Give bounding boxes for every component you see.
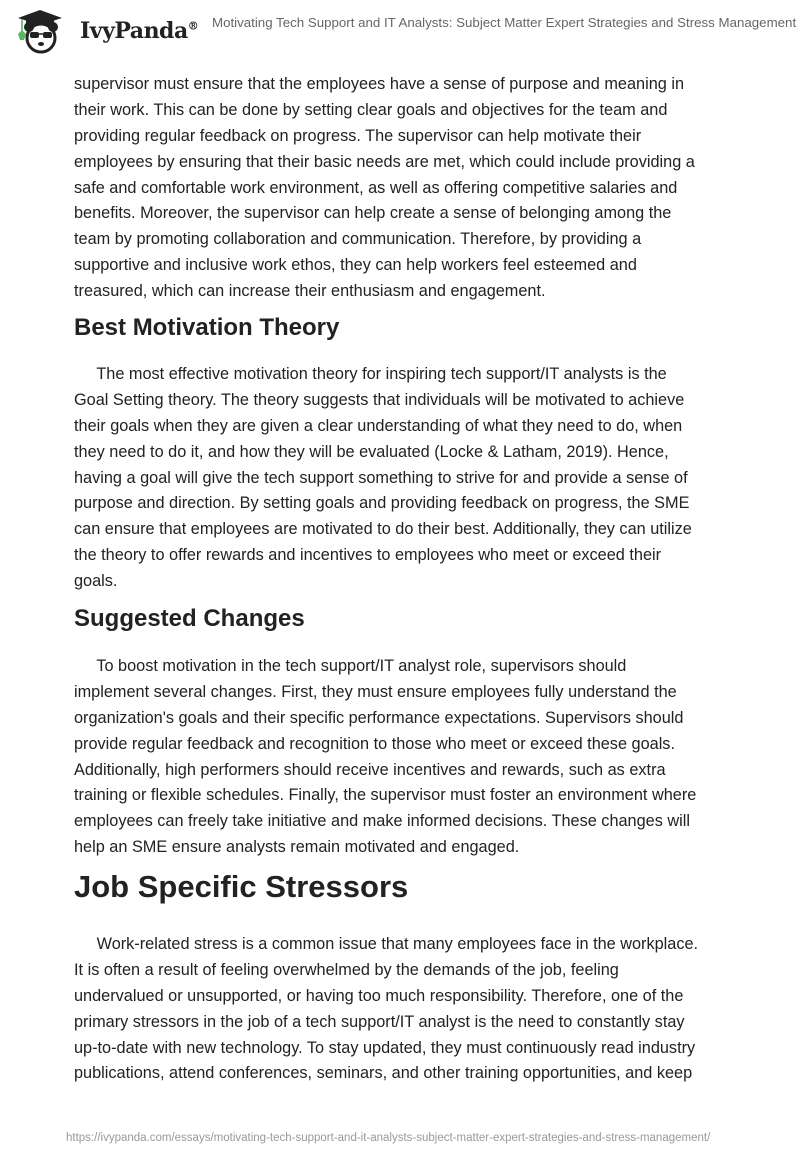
text-line: Work-related stress is a common issue that many employees face in the workplace. [74, 935, 699, 953]
paragraph-job-specific-stressors [74, 932, 764, 1087]
paragraph-intro [74, 72, 764, 305]
source-url[interactable]: https://ivypanda.com/essays/motivating-tech-support-and-it-analysts-subject-matter-expert-strategies-and-stress-management/ [66, 1132, 711, 1144]
text-line: goals. [74, 572, 118, 591]
text-line: the theory to offer rewards and incentives to employees who meet or exceed their [74, 546, 662, 565]
text-line: safe and comfortable work environment, as well as offering competitive salaries and [74, 178, 678, 197]
heading-job-specific-stressors: Job Specific Stressors [74, 869, 409, 904]
text-line: employees can freely take initiative and make informed decisions. These changes will [74, 812, 690, 831]
text-line: help an SME ensure analysts remain motivated and engaged. [74, 838, 520, 857]
ivypanda-logo[interactable] [14, 8, 199, 52]
text-line: Goal Setting theory. The theory suggests that individuals will be motivated to achieve [74, 390, 685, 409]
text-line: publications, attend conferences, seminars, and other training opportunities, and keep [74, 1064, 693, 1083]
document-title: Motivating Tech Support and IT Analysts: Subject Matter Expert Strategies and Stress Management [212, 15, 797, 30]
text-line: implement several changes. First, they must ensure employees fully understand the [74, 682, 677, 701]
text-line: up-to-date with new technology. To stay updated, they must continuously read industry [74, 1038, 696, 1057]
text-line: having a goal will give the tech support something to strive for and provide a sense of [74, 468, 688, 487]
text-line: treasured, which can increase their enthusiasm and engagement. [74, 282, 546, 301]
heading-best-motivation-theory: Best Motivation Theory [74, 314, 340, 341]
text-line: team by promoting collaboration and communication. Therefore, by providing a [74, 230, 642, 249]
paragraph-best-motivation-theory [74, 362, 764, 595]
text-line: benefits. Moreover, the supervisor can help create a sense of belonging among the [74, 204, 672, 223]
text-line: providing regular feedback on progress. The supervisor can help motivate their [74, 126, 642, 145]
text-line: employees by ensuring that their basic needs are met, which could include providing a [74, 152, 695, 171]
paragraph-suggested-changes [74, 654, 764, 861]
text-line: The most effective motivation theory for inspiring tech support/IT analysts is the [74, 365, 667, 383]
text-line: can ensure that employees are motivated to do their best. Additionally, they can utilize [74, 520, 692, 539]
logo-text: IvyPanda® [80, 18, 199, 44]
panda-graduate-icon [14, 8, 66, 54]
text-line: they need to do it, and how they will be evaluated (Locke & Latham, 2019). Hence, [74, 442, 669, 461]
text-line: their goals when they are given a clear understanding of what they need to do, when [74, 416, 683, 435]
text-line: It is often a result of feeling overwhelmed by the demands of the job, feeling [74, 960, 619, 979]
text-line: their work. This can be done by setting clear goals and objectives for the team and [74, 100, 668, 119]
text-line: training or flexible schedules. Finally, the supervisor must foster an environment where [74, 786, 697, 805]
text-line: primary stressors in the job of a tech support/IT analyst is the need to constantly stay [74, 1012, 685, 1031]
text-line: supportive and inclusive work ethos, they can help workers feel esteemed and [74, 256, 637, 275]
text-line: purpose and direction. By setting goals and providing feedback on progress, the SME [74, 494, 690, 513]
text-line: organization's goals and their specific performance expectations. Supervisors should [74, 708, 684, 727]
text-line: supervisor must ensure that the employees have a sense of purpose and meaning in [74, 75, 685, 93]
text-line: provide regular feedback and recognition to those who meet or exceed these goals. [74, 734, 675, 753]
text-line: To boost motivation in the tech support/IT analyst role, supervisors should [74, 657, 627, 675]
heading-suggested-changes: Suggested Changes [74, 605, 305, 632]
text-line: undervalued or unsupported, or having too much responsibility. Therefore, one of the [74, 986, 684, 1005]
text-line: Additionally, high performers should receive incentives and rewards, such as extra [74, 760, 666, 779]
